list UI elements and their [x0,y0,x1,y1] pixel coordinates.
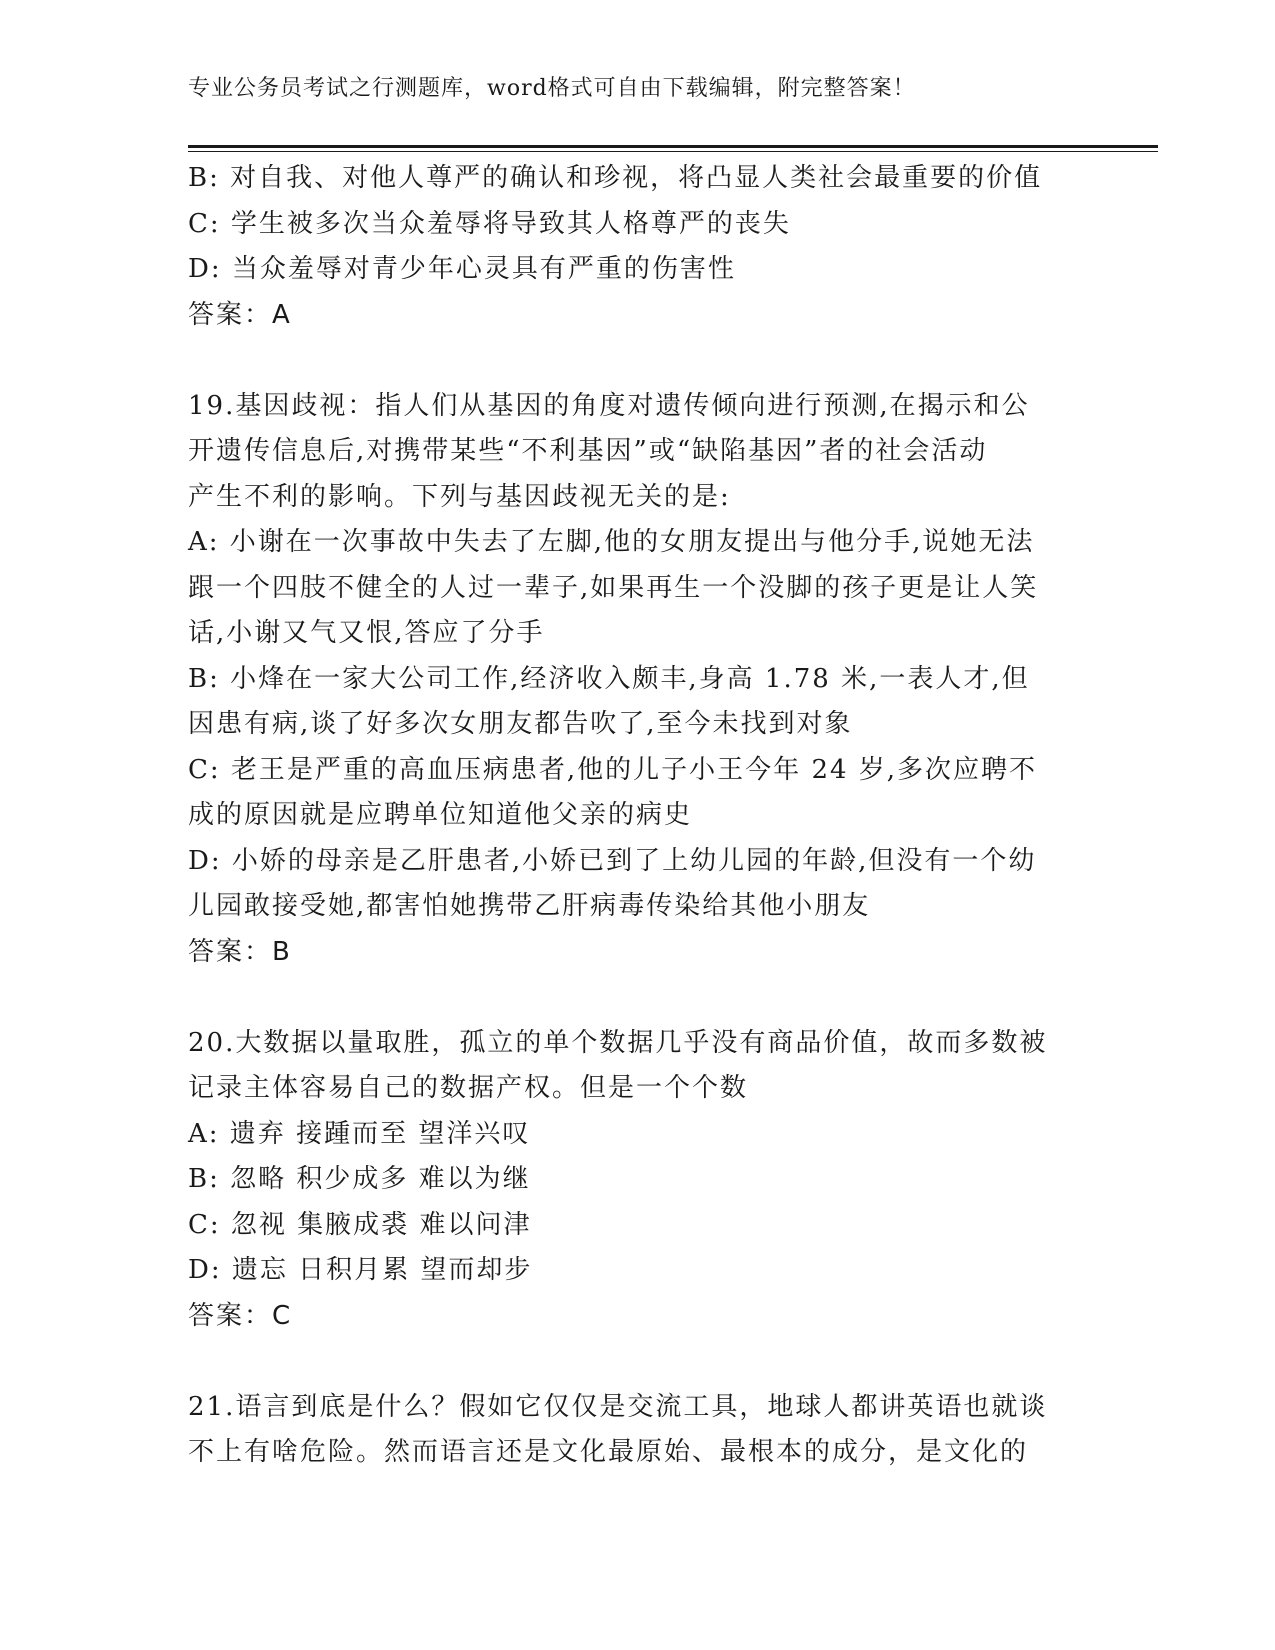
option-d: D: 遗忘 日积月累 望而却步 [188,1255,533,1285]
question-stem-line: 21.语言到底是什么？假如它仅仅是交流工具，地球人都讲英语也就谈 [188,1391,1048,1422]
option-c: C: 学生被多次当众羞辱将导致其人格尊严的丧失 [188,208,791,239]
option-b: B: 忽略 积少成多 难以为继 [188,1164,531,1194]
answer-line: 答案：A [188,299,292,330]
answer-line: 答案：B [188,936,292,967]
spacer [188,975,1108,1021]
question-18-tail [188,156,1108,338]
question-21 [188,1385,1108,1476]
option-line: 成的原因就是应聘单位知道他父亲的病史 [188,800,693,830]
option-line: 儿园敢接受她,都害怕她携带乙肝病毒传染给其他小朋友 [188,891,871,921]
option-d: D: 当众羞辱对青少年心灵具有严重的伤害性 [188,254,736,284]
option-line: B: 小烽在一家大公司工作,经济收入颇丰,身高 1.78 米,一表人才,但 [188,663,1030,694]
header-rule-thick [188,145,1158,148]
question-19 [188,384,1108,976]
spacer [188,1339,1108,1385]
question-stem-line: 不上有啥危险。然而语言还是文化最原始、最根本的成分，是文化的 [188,1437,1029,1467]
header-rule-thin [188,151,1158,152]
document-body [188,156,1108,1476]
option-b: B: 对自我、对他人尊严的确认和珍视，将凸显人类社会最重要的价值 [188,163,1043,193]
question-stem-line: 19.基因歧视：指人们从基因的角度对遗传倾向进行预测,在揭示和公 [188,390,1030,421]
spacer [188,338,1108,384]
question-20 [188,1021,1108,1340]
option-line: 话,小谢又气又恨,答应了分手 [188,618,545,648]
option-c: C: 忽视 集腋成裘 难以问津 [188,1209,532,1240]
page-header: 专业公务员考试之行测题库，word格式可自由下载编辑，附完整答案！ [188,76,916,101]
option-a: A: 遗弃 接踵而至 望洋兴叹 [188,1118,531,1149]
answer-line: 答案：C [188,1300,293,1331]
question-stem-line: 产生不利的影响。下列与基因歧视无关的是: [188,481,731,512]
option-line: D: 小娇的母亲是乙肝患者,小娇已到了上幼儿园的年龄,但没有一个幼 [188,845,1037,876]
option-line: C: 老王是严重的高血压病患者,他的儿子小王今年 24 岁,多次应聘不 [188,754,1038,785]
question-stem-line: 记录主体容易自己的数据产权。但是一个个数 [188,1073,749,1103]
option-line: 跟一个四肢不健全的人过一辈子,如果再生一个没脚的孩子更是让人笑 [188,572,1039,603]
option-line: 因患有病,谈了好多次女朋友都告吹了,至今未找到对象 [188,709,853,739]
option-line: A: 小谢在一次事故中失去了左脚,他的女朋友提出与他分手,说她无法 [188,527,1035,557]
question-stem-line: 开遗传信息后,对携带某些“不利基因”或“缺陷基因”者的社会活动 [188,436,988,466]
question-stem-line: 20.大数据以量取胜，孤立的单个数据几乎没有商品价值，故而多数被 [188,1027,1048,1058]
